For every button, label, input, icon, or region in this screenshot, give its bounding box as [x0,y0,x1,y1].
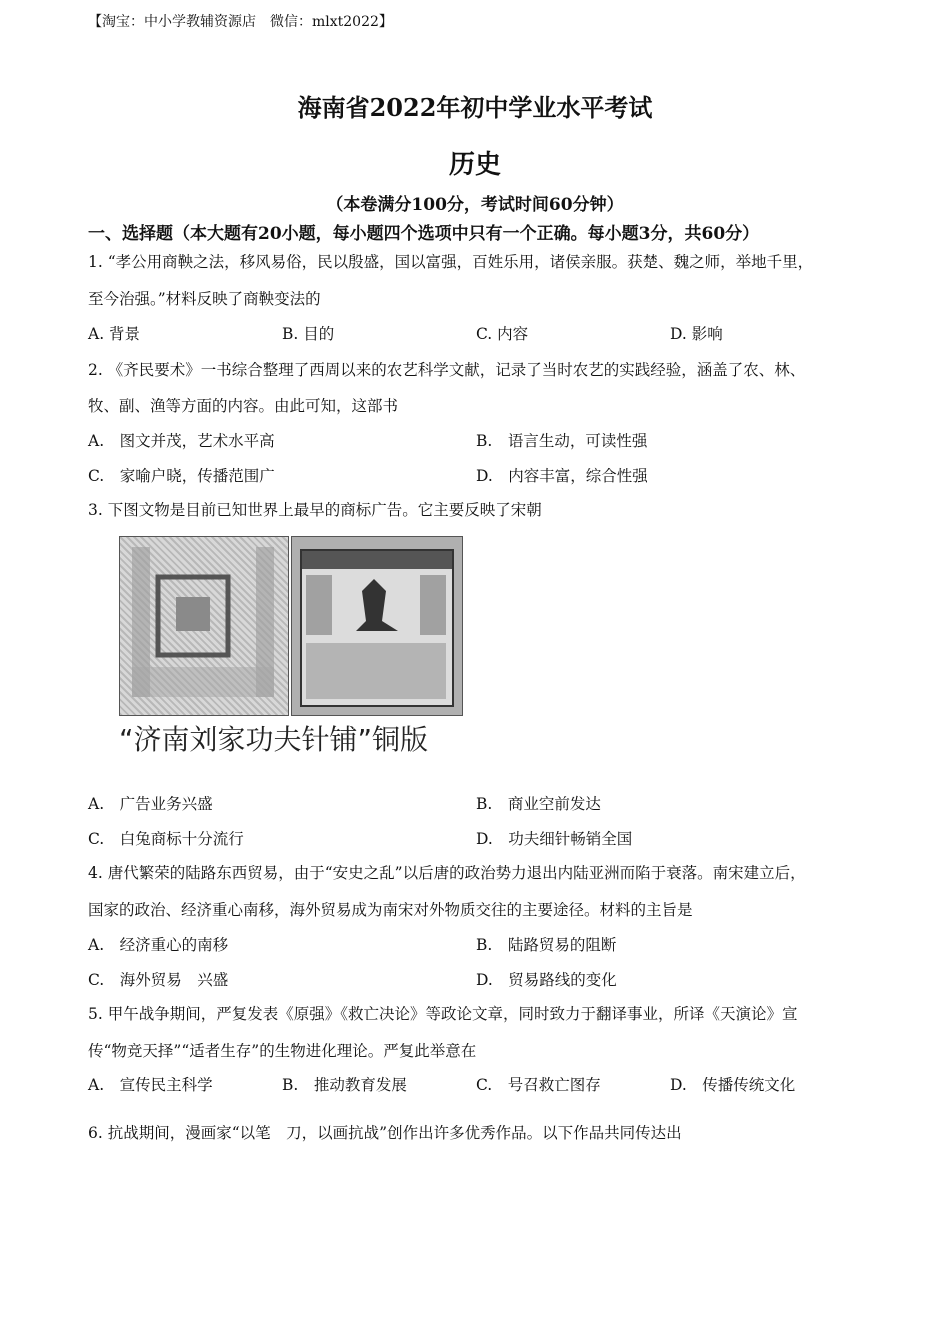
question-3-text: 3. 下图文物是目前已知世界上最早的商标广告。它主要反映了宋朝 [88,501,542,519]
figure-caption: “济南刘家功夫针铺”铜版 [119,723,429,756]
question-2-text-cont: 牧、副、渔等方面的内容。由此可知，这部书 [88,397,399,415]
question-2-option-a: A. 图文并茂，艺术水平高 [88,432,275,450]
question-3-option-a: A. 广告业务兴盛 [88,795,213,813]
question-2-text: 2. 《齐民要术》一书综合整理了西周以来的农艺科学文献，记录了当时农艺的实践经验，涵盖了农、林、 [88,361,806,379]
question-3-option-b: B. 商业空前发达 [476,795,601,813]
exam-info: （本卷满分100分，考试时间60分钟） [326,195,624,215]
question-1-option-a: A. 背景 [88,325,141,343]
copper-plate-photo-left [119,536,289,716]
question-4-option-c: C. 海外贸易 兴盛 [88,971,229,989]
question-1-option-d: D. 影响 [670,325,723,343]
question-5-option-a: A. 宣传民主科学 [88,1076,213,1094]
question-4-text-cont: 国家的政治、经济重心南移，海外贸易成为南宋对外物质交往的主要途径。材料的主旨是 [88,901,693,919]
question-5-option-b: B. 推动教育发展 [282,1076,407,1094]
question-3-option-d: D. 功夫细针畅销全国 [476,830,633,848]
exam-title: 海南省2022年初中学业水平考试 [297,93,653,122]
question-5-text: 5. 甲午战争期间，严复发表《原强》《救亡决论》等政论文章，同时致力于翻译事业，所译《天演论》宣 [88,1005,798,1023]
question-4-option-d: D. 贸易路线的变化 [476,971,617,989]
question-5-option-c: C. 号召救亡图存 [476,1076,601,1094]
question-1-option-b: B. 目的 [282,325,335,343]
section-heading: 一、选择题（本大题有20小题，每小题四个选项中只有一个正确。每小题3分，共60分） [88,224,760,244]
question-1-option-c: C. 内容 [476,325,529,343]
header-note: 【淘宝：中小学教辅资源店 微信：mlxt2022】 [88,14,393,30]
question-3-option-c: C. 白兔商标十分流行 [88,830,244,848]
copper-plate-print-right [291,536,463,716]
question-2-option-d: D. 内容丰富，综合性强 [476,467,648,485]
question-5-text-cont: 传“物竞天择”“适者生存”的生物进化理论。严复此举意在 [88,1042,477,1060]
question-2-option-b: B. 语言生动，可读性强 [476,432,648,450]
question-4-option-a: A. 经济重心的南移 [88,936,229,954]
question-2-option-c: C. 家喻户晓，传播范围广 [88,467,275,485]
copper-plate-figure [119,536,487,762]
question-4-option-b: B. 陆路贸易的阻断 [476,936,617,954]
subject-title: 历史 [448,150,501,180]
question-1-text: 1. “孝公用商鞅之法，移风易俗，民以殷盛，国以富强，百姓乐用，诸侯亲服。获楚、魏之师，举地千里， [88,253,814,271]
question-5-option-d: D. 传播传统文化 [670,1076,796,1094]
question-1-text-cont: 至今治强。”材料反映了商鞅变法的 [88,290,321,308]
question-4-text: 4. 唐代繁荣的陆路东西贸易，由于“安史之乱”以后唐的政治势力退出内陆亚洲而陷于衰落。南宋建立后， [88,864,806,882]
question-6-text: 6. 抗战期间，漫画家“以笔 刀，以画抗战”创作出许多优秀作品。以下作品共同传达出 [88,1124,682,1142]
